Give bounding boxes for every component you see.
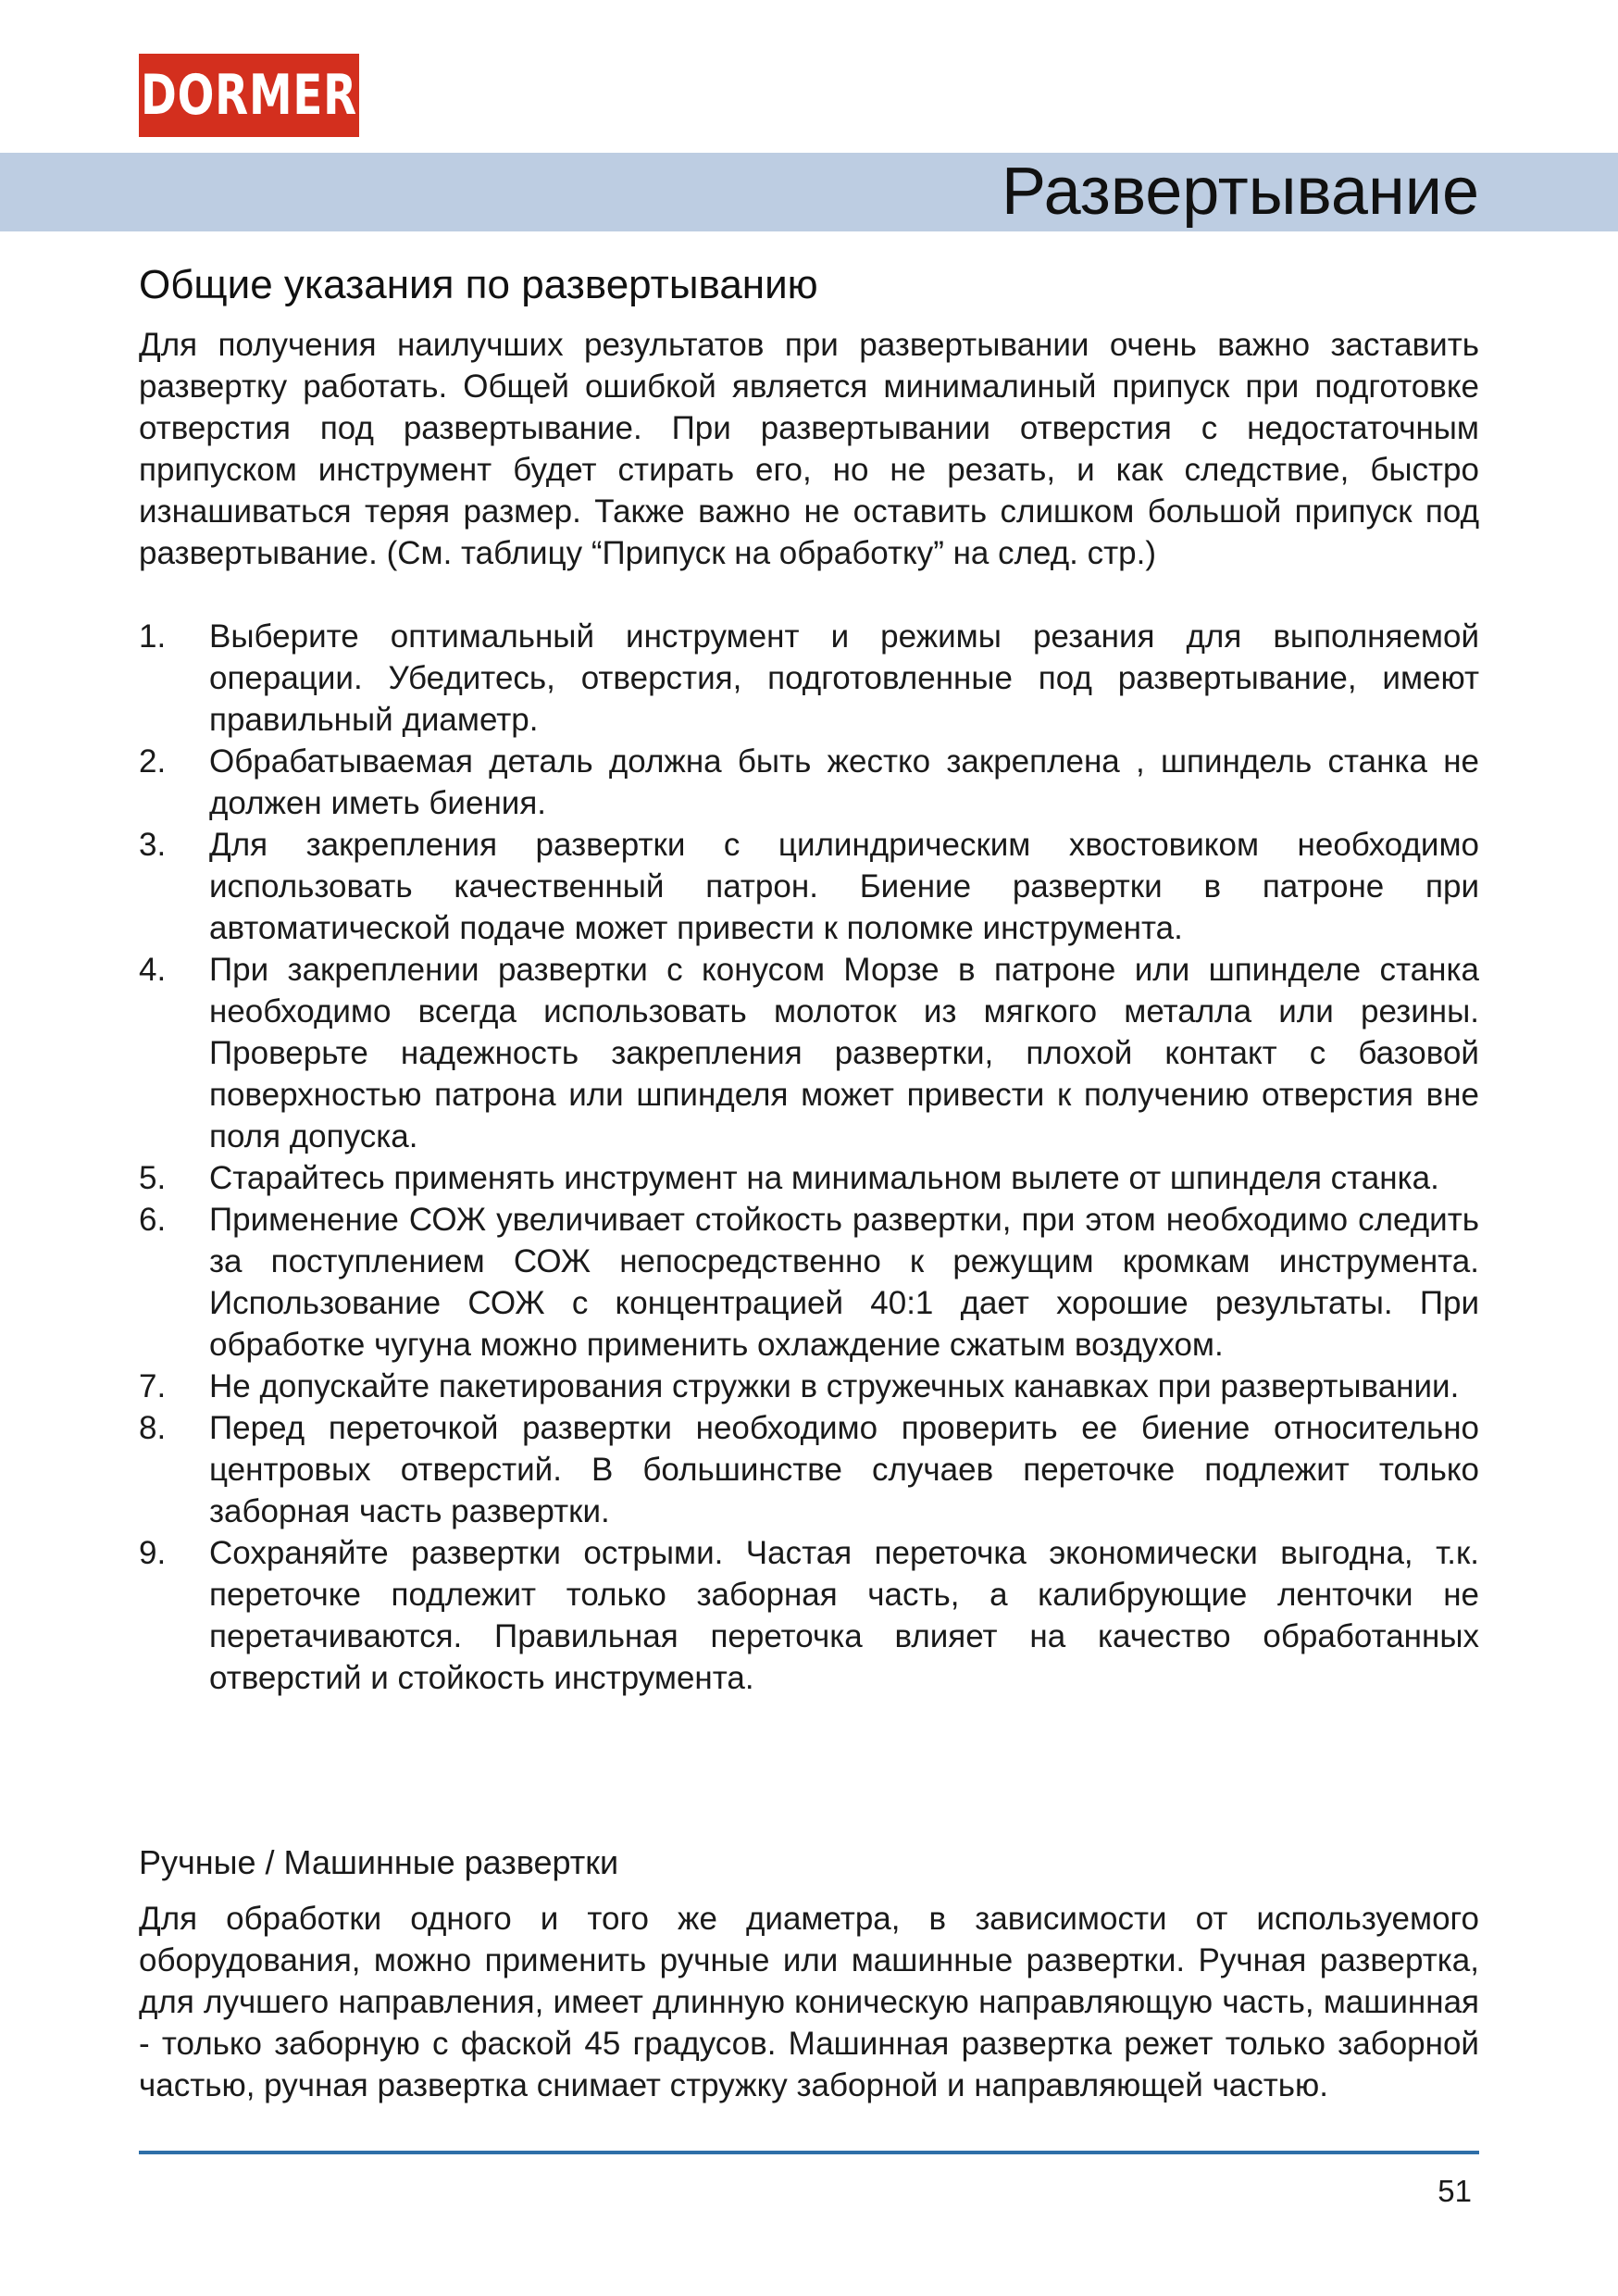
list-item xyxy=(139,1407,1479,1532)
list-item-number: 9. xyxy=(139,1535,167,1571)
list-item xyxy=(139,1199,1479,1366)
list-item-text: Не допускайте пакетирования стружки в стружечных канавках при развертывании. xyxy=(209,1368,1460,1404)
list-item xyxy=(139,616,1479,741)
list-item-number: 3. xyxy=(139,827,167,863)
list-item-text: При закреплении развертки с конусом Морзе в патроне или шпинделе станка необходимо всегда использовать молоток из мягкого металла или резины. Проверьте надежность закрепления развертки, плохой контакт с базовой поверхностью патрона или шпинделя может привести к получению отверстия вне поля допуска. xyxy=(209,952,1479,1154)
list-item xyxy=(139,949,1479,1157)
recommendations-list xyxy=(139,616,1479,1699)
footer-divider xyxy=(139,2151,1479,2154)
logo-text: DORMER xyxy=(141,63,357,128)
list-item-text: Сохраняйте развертки острыми. Частая переточка экономически выгодна, т.к. переточке подлежит только заборная часть, а калибрующие ленточки не перетачиваются. Правильная переточка влияет на качество обработанных отверстий и стойкость инструмента. xyxy=(209,1535,1479,1696)
list-item xyxy=(139,824,1479,949)
list-item-text: Обрабатываемая деталь должна быть жестко закреплена , шпиндель станка не должен иметь биения. xyxy=(209,743,1479,821)
dormer-logo xyxy=(139,54,359,137)
page-number: 51 xyxy=(1438,2174,1472,2208)
section-header-band xyxy=(0,153,1618,231)
list-item-text: Применение СОЖ увеличивает стойкость развертки, при этом необходимо следить за поступлением СОЖ непосредственно к режущим кромкам инструмента. Использование СОЖ с концентрацией 40:1 дает хорошие результаты. При обработке чугуна можно применить охлаждение сжатым воздухом. xyxy=(209,1202,1479,1363)
list-item-number: 2. xyxy=(139,743,167,780)
list-item-number: 8. xyxy=(139,1410,167,1446)
list-item-text: Старайтесь применять инструмент на минимальном вылете от шпинделя станка. xyxy=(209,1160,1439,1196)
list-item xyxy=(139,741,1479,824)
list-item xyxy=(139,1157,1479,1199)
list-item-text: Для закрепления развертки с цилиндрическим хвостовиком необходимо использовать качественный патрон. Биение развертки в патроне при автоматической подаче может привести к поломке инструмента. xyxy=(209,827,1479,946)
list-item xyxy=(139,1532,1479,1699)
list-item-text: Перед переточкой развертки необходимо проверить ее биение относительно центровых отверстий. В большинстве случаев переточке подлежит только заборная часть развертки. xyxy=(209,1410,1479,1529)
list-item-number: 6. xyxy=(139,1202,167,1238)
reamers-paragraph: Для обработки одного и того же диаметра, в зависимости от используемого оборудования, можно применить ручные или машинные развертки. Ручная развертка, для лучшего направления, имеет длинную коническую направляющую часть, машинная - только заборную с фаской 45 градусов. Машинная развертка режет только заборной частью, ручная развертка снимает стружку заборной и направляющей частью. xyxy=(139,1901,1479,2103)
list-item-text: Выберите оптимальный инструмент и режимы резания для выполняемой операции. Убедитесь, отверстия, подготовленные под развертывание, имеют правильный диаметр. xyxy=(209,618,1479,738)
section-title: Развертывание xyxy=(1001,155,1479,229)
list-item-number: 5. xyxy=(139,1160,167,1196)
page-heading: Общие указания по развертыванию xyxy=(139,262,818,307)
intro-paragraph: Для получения наилучших результатов при развертывании очень важно заставить развертку работать. Общей ошибкой является минималиный припуск при подготовке отверстия под развертывание. При развертывании отверстия с недостаточным припуском инструмент будет стирать его, но не резать, и как следствие, быстро изнашиваться теряя размер. Также важно не оставить слишком большой припуск под развертывание. (См. таблицу “Припуск на обработку” на след. стр.) xyxy=(139,327,1479,571)
list-item xyxy=(139,1366,1479,1407)
reamers-subheading: Ручные / Машинные развертки xyxy=(139,1843,619,1881)
list-item-number: 4. xyxy=(139,952,167,988)
list-item-number: 1. xyxy=(139,618,167,655)
list-item-number: 7. xyxy=(139,1368,167,1404)
